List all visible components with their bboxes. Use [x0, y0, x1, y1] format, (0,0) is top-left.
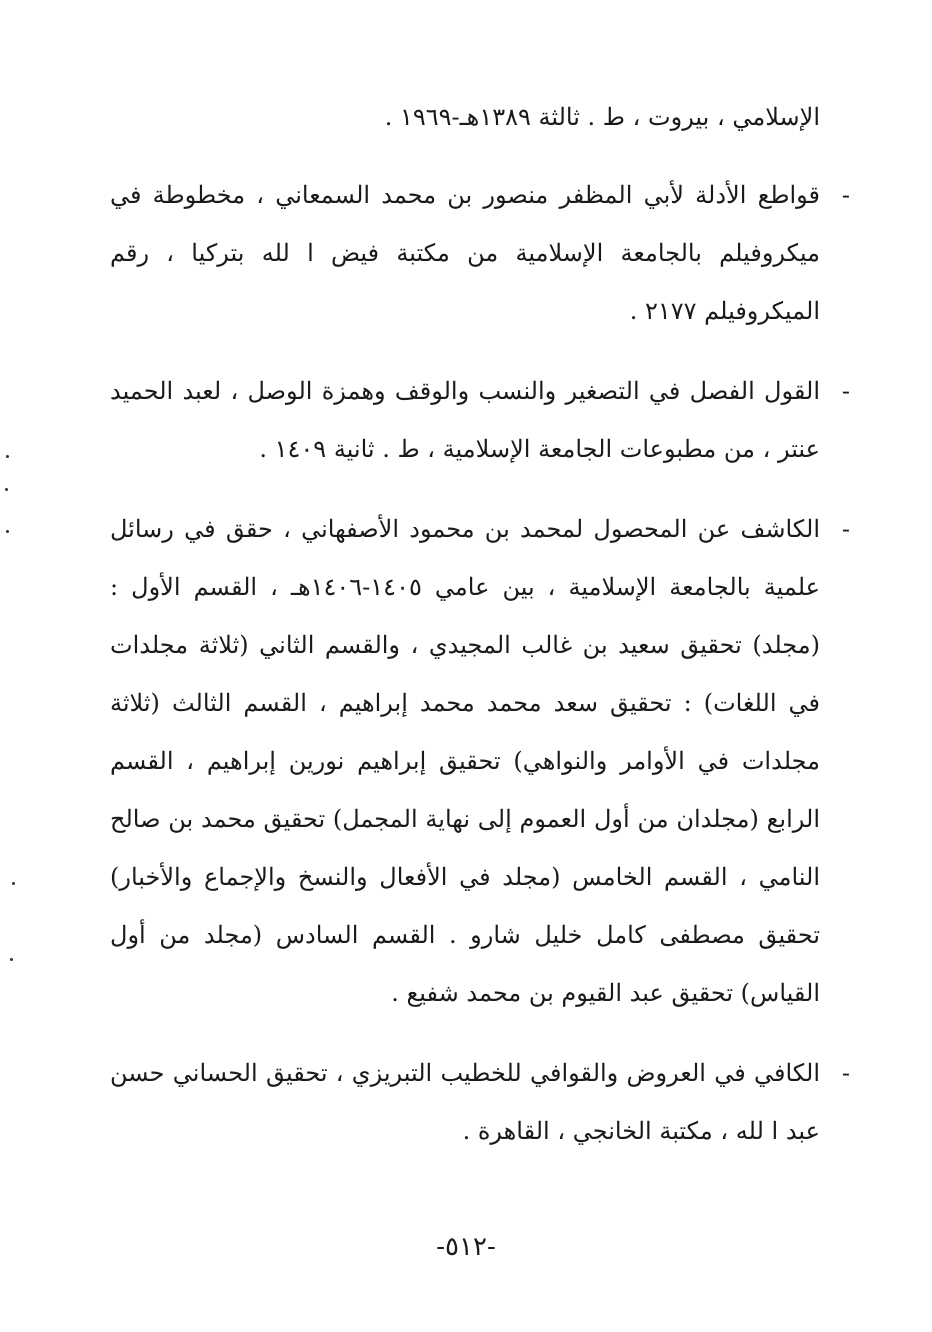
entry-dash: - — [841, 377, 850, 405]
continuation-line: الإسلامي ، بيروت ، ط . ثالثة ١٣٨٩هـ-١٩٦٩ . — [384, 103, 820, 131]
scan-speck — [6, 530, 9, 533]
bibliography-entry — [110, 1044, 850, 1160]
entry-dash: - — [841, 181, 850, 209]
bibliography-entry — [110, 500, 850, 1022]
bibliography-entry — [110, 362, 850, 478]
entry-dash: - — [841, 515, 850, 543]
page-number: -٥١٢- — [436, 1232, 496, 1262]
entry-text: الكاشف عن المحصول لمحمد بن محمود الأصفهاني ، حقق في رسائل علمية بالجامعة الإسلامية ، بين عامي ١٤٠٥-١٤٠٦هـ ، القسم الأول : (مجلد) تحقيق سعيد بن غالب المجيدي ، والقسم الثاني (ثلاثة مجلدات في اللغات) : تحقيق سعد محمد محمد إبراهيم ، القسم الثالث (ثلاثة مجلدات في الأوامر والنواهي) تحقيق إبراهيم نورين إبراهيم ، القسم الرابع (مجلدان من أول العموم إلى نهاية المجمل) تحقيق محمد بن صالح النامي ، القسم الخامس (مجلد في الأفعال والنسخ والإجماع والأخبار) تحقيق مصطفى كامل خليل شارو . القسم السادس (مجلد من أول القياس) تحقيق عبد القيوم بن محمد شفيع . — [110, 515, 820, 1007]
scan-speck — [6, 455, 9, 458]
scan-speck — [10, 958, 13, 961]
entry-text: الكافي في العروض والقوافي للخطيب التبريزي ، تحقيق الحساني حسن عبد ا لله ، مكتبة الخانجي ، القاهرة . — [110, 1059, 820, 1145]
entry-text: القول الفصل في التصغير والنسب والوقف وهمزة الوصل ، لعبد الحميد عنتر ، من مطبوعات الجامعة الإسلامية ، ط . ثانية ١٤٠٩ . — [110, 377, 820, 463]
scan-speck — [12, 882, 15, 885]
entry-dash: - — [841, 1059, 850, 1087]
bibliography-list — [110, 88, 850, 1182]
bibliography-entry — [110, 166, 850, 340]
scan-speck — [5, 488, 8, 491]
entry-text: قواطع الأدلة لأبي المظفر منصور بن محمد السمعاني ، مخطوطة في ميكروفيلم بالجامعة الإسلامية من مكتبة فيض ا لله بتركيا ، رقم الميكروفيلم ٢١٧٧ . — [110, 181, 820, 325]
